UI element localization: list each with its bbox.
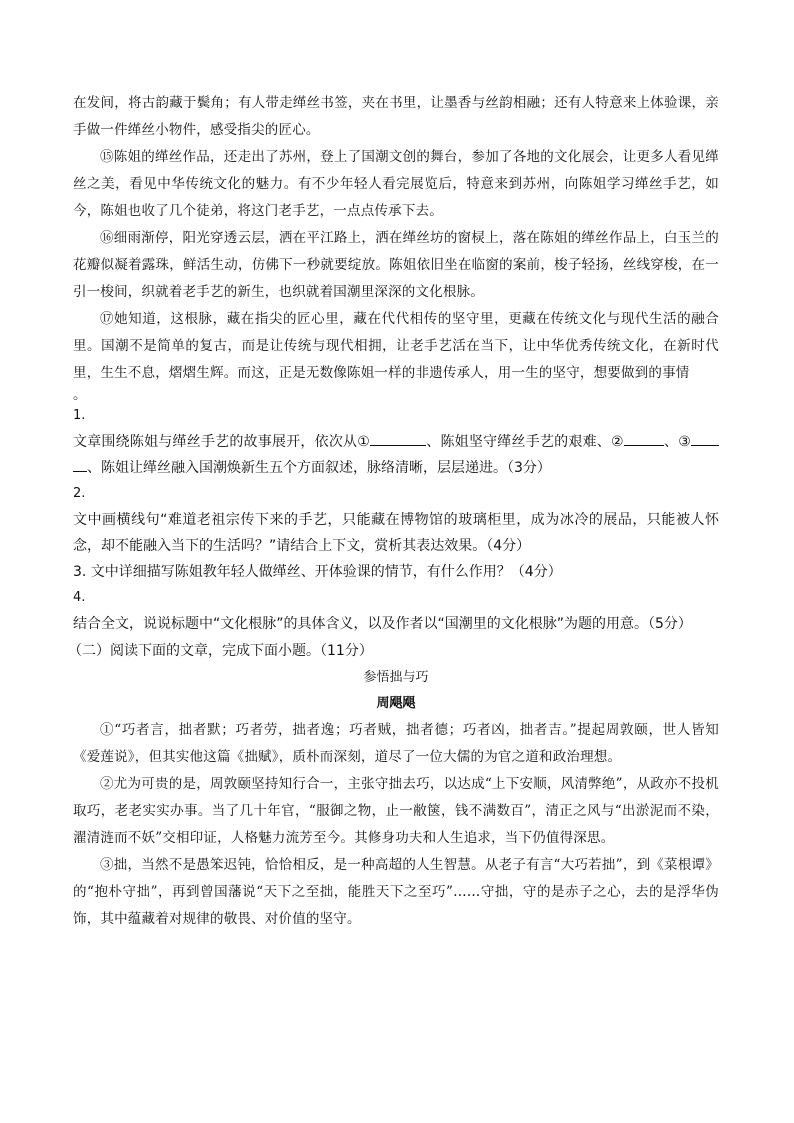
question-4 bbox=[73, 585, 719, 637]
question-3 bbox=[73, 559, 719, 585]
question-1-text bbox=[73, 429, 719, 481]
question-number: 2. bbox=[73, 486, 86, 501]
answer-blank-3-continued[interactable] bbox=[73, 457, 87, 472]
article-author: 周飓飓 bbox=[376, 696, 416, 711]
question-number: 4. bbox=[73, 590, 86, 605]
question-number: 1. bbox=[73, 408, 86, 423]
question-3-text: 3. 文中详细描写陈姐教年轻人做缂丝、开体验课的情节，有什么作用？（4分） bbox=[73, 564, 562, 580]
answer-blank-3[interactable] bbox=[691, 431, 719, 446]
question-1-part-4: 、陈姐让缂丝融入国潮焕新生五个方面叙述，脉络清晰，层层递进。（3分） bbox=[87, 460, 551, 476]
question-1 bbox=[73, 403, 719, 481]
question-1-part-3: 、③ bbox=[663, 434, 691, 450]
article-paragraph-1: ①“巧者言，拙者默；巧者劳，拙者逸；巧者贼，拙者德；巧者凶，拙者吉。”提起周敦颐，世人皆知《爱莲说》，但其实他这篇《拙赋》，质朴而深刻，道尽了一位大儒的为官之道和政治理想。 bbox=[73, 722, 719, 765]
paragraph-17-end: 。 bbox=[73, 387, 87, 403]
passage1-paragraph-17 bbox=[73, 306, 719, 387]
document-page bbox=[68, 90, 719, 933]
question-1-part-2: 、陈姐坚守缂丝手艺的艰难、② bbox=[426, 434, 624, 450]
answer-blank-2[interactable] bbox=[624, 431, 664, 446]
question-2-text: 文中画横线句“难道老祖宗传下来的手艺，只能藏在博物馆的玻璃柜里，成为冰冷的展品，只能被人怀念，却不能融入当下的生活吗？”请结合上下文，赏析其表达效果。（4分） bbox=[73, 512, 719, 554]
article-paragraph-2: ②尤为可贵的是，周敦颐坚持知行合一，主张守拙去巧，以达成“上下安顺，风清弊绝”，从政亦不投机取巧，老老实实办事。当了几十年官，“服御之物，止一敝箧，钱不满数百”，清正之风与“出淤泥而不染，濯清涟而不妖”交相印证，人格魅力流芳至今。其修身功夫和人生追求，当下仍值得深思。 bbox=[73, 776, 719, 846]
article-title: 参悟拙与巧 bbox=[363, 670, 429, 685]
section-2-heading: （二）阅读下面的文章，完成下面小题。（11分） bbox=[68, 643, 373, 659]
paragraph-17-text: ⑰她知道，这根脉，藏在指尖的匠心里，藏在代代相传的坚守里，更藏在传统文化与现代生活的融合里。国潮不是简单的复古，而是让传统与现代相拥，让老手艺活在当下，让中华优秀传统文化，在新时代里，生生不息，熠熠生辉。而这，正是无数像陈姐一样的非遗传承人，用一生的坚守，想要做到的事情 bbox=[73, 311, 719, 381]
passage1-paragraph-16: ⑯细雨渐停，阳光穿透云层，洒在平江路上，洒在缂丝坊的窗棂上，落在陈姐的缂丝作品上，白玉兰的花瓣似凝着露珠，鲜活生动，仿佛下一秒就要绽放。陈姐依旧坐在临窗的案前，梭子轻扬，丝线穿梭，在一引一梭间，织就着老手艺的新生，也织就着国潮里深深的文化根脉。 bbox=[73, 230, 719, 300]
passage1-paragraph-14-tail: 在发间，将古韵藏于鬓角；有人带走缂丝书签，夹在书里，让墨香与丝韵相融；还有人特意来上体验课，亲手做一件缂丝小物件，感受指尖的匠心。 bbox=[73, 95, 719, 138]
answer-blank-1[interactable] bbox=[370, 431, 426, 446]
passage1-paragraph-15: ⑮陈姐的缂丝作品，还走出了苏州，登上了国潮文创的舞台，参加了各地的文化展会，让更多人看见缂丝之美，看见中华传统文化的魅力。有不少年轻人看完展览后，特意来到苏州，向陈姐学习缂丝手艺，如今，陈姐也收了几个徒弟，将这门老手艺，一点点传承下去。 bbox=[73, 149, 719, 219]
question-1-part-1: 文章围绕陈姐与缂丝手艺的故事展开，依次从① bbox=[73, 434, 371, 450]
article-paragraph-3: ③拙，当然不是愚笨迟钝，恰恰相反，是一种高超的人生智慧。从老子有言“大巧若拙”，到《菜根谭》的“抱朴守拙”，再到曾国藩说“天下之至拙，能胜天下之至巧”……守拙，守的是赤子之心，去的是浮华伪饰，其中蕴藏着对规律的敬畏、对价值的坚守。 bbox=[73, 857, 719, 927]
question-2 bbox=[73, 481, 719, 559]
question-4-text: 结合全文，说说标题中“文化根脉”的具体含义，以及作者以“国潮里的文化根脉”为题的用意。（5分） bbox=[73, 616, 692, 632]
